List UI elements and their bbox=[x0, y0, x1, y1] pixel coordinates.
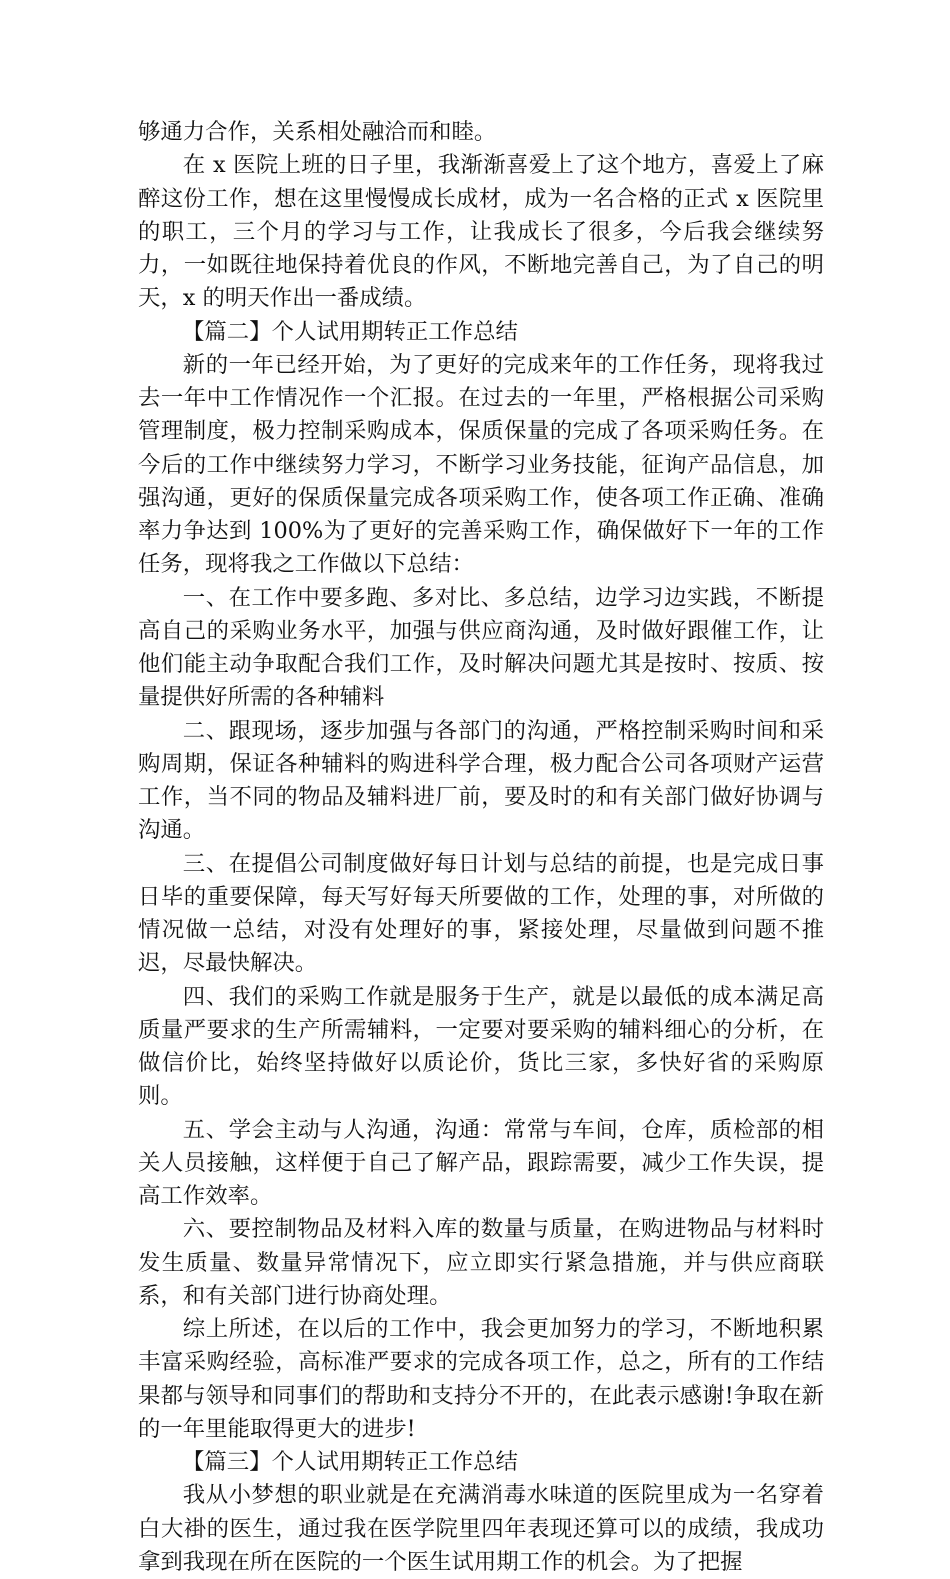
paragraph-point-three: 三、在提倡公司制度做好每日计划与总结的前提，也是完成日事日毕的重要保障，每天写好每天所要做的工作，处理的事，对所做的情况做一总结，对没有处理好的事，紧接处理，尽量做到问题不推迟，尽最快解决。 bbox=[138, 850, 824, 977]
paragraph-part-two-intro: 新的一年已经开始，为了更好的完成来年的工作任务，现将我过去一年中工作情况作一个汇报。在过去的一年里，严格根据公司采购管理制度，极力控制采购成本，保质保量的完成了各项采购任务。在今后的工作中继续努力学习，不断学习业务技能，征询产品信息，加强沟通，更好的保质保量完成各项采购工作，使各项工作正确、准确率力争达到 100%为了更好的完善采购工作，确保做好下一年的工作任务，现将我之工作做以下总结： bbox=[138, 351, 824, 578]
paragraph-point-six: 六、要控制物品及材料入库的数量与质量，在购进物品与材料时发生质量、数量异常情况下，应立即实行紧急措施，并与供应商联系，和有关部门进行协商处理。 bbox=[138, 1216, 824, 1309]
paragraph-part-three-intro: 我从小梦想的职业就是在充满消毒水味道的医院里成为一名穿着白大褂的医生，通过我在医学院里四年表现还算可以的成绩，我成功拿到我现在所在医院的一个医生试用期工作的机会。为了把握 bbox=[138, 1482, 824, 1575]
paragraph-point-five: 五、学会主动与人沟通，沟通：常常与车间，仓库，质检部的相关人员接触，这样便于自己了解产品，跟踪需要，减少工作失误，提高工作效率。 bbox=[138, 1116, 824, 1209]
paragraph-hospital-conclusion: 在 x 医院上班的日子里，我渐渐喜爱上了这个地方，喜爱上了麻醉这份工作，想在这里慢慢成长成材，成为一名合格的正式 x 医院里的职工，三个月的学习与工作，让我成长了很多，今后我会继续努力，一如既往地保持着优良的作风，不断地完善自己，为了自己的明天，x 的明天作出一番成绩。 bbox=[138, 152, 824, 312]
paragraph-point-one: 一、在工作中要多跑、多对比、多总结，边学习边实践，不断提高自己的采购业务水平，加强与供应商沟通，及时做好跟催工作，让他们能主动争取配合我们工作，及时解决问题尤其是按时、按质、按量提供好所需的各种辅料 bbox=[138, 584, 824, 711]
document-body bbox=[138, 116, 824, 1579]
paragraph-point-four: 四、我们的采购工作就是服务于生产，就是以最低的成本满足高质量严要求的生产所需辅料，一定要对要采购的辅料细心的分析，在做信价比，始终坚持做好以质论价，货比三家，多快好省的采购原则。 bbox=[138, 983, 824, 1110]
paragraph-summary: 综上所述，在以后的工作中，我会更加努力的学习，不断地积累丰富采购经验，高标准严要求的完成各项工作，总之，所有的工作结果都与领导和同事们的帮助和支持分不开的，在此表示感谢!争取在新的一年里能取得更大的进步! bbox=[138, 1316, 824, 1442]
section-heading-part-three: 【篇三】个人试用期转正工作总结 bbox=[182, 1449, 518, 1475]
section-heading-part-two: 【篇二】个人试用期转正工作总结 bbox=[182, 318, 518, 345]
paragraph-point-two: 二、跟现场，逐步加强与各部门的沟通，严格控制采购时间和采购周期，保证各种辅料的购进科学合理，极力配合公司各项财产运营工作，当不同的物品及辅料进厂前，要及时的和有关部门做好协调与沟通。 bbox=[138, 717, 824, 844]
paragraph-continuation: 够通力合作，关系相处融洽而和睦。 bbox=[138, 119, 497, 145]
